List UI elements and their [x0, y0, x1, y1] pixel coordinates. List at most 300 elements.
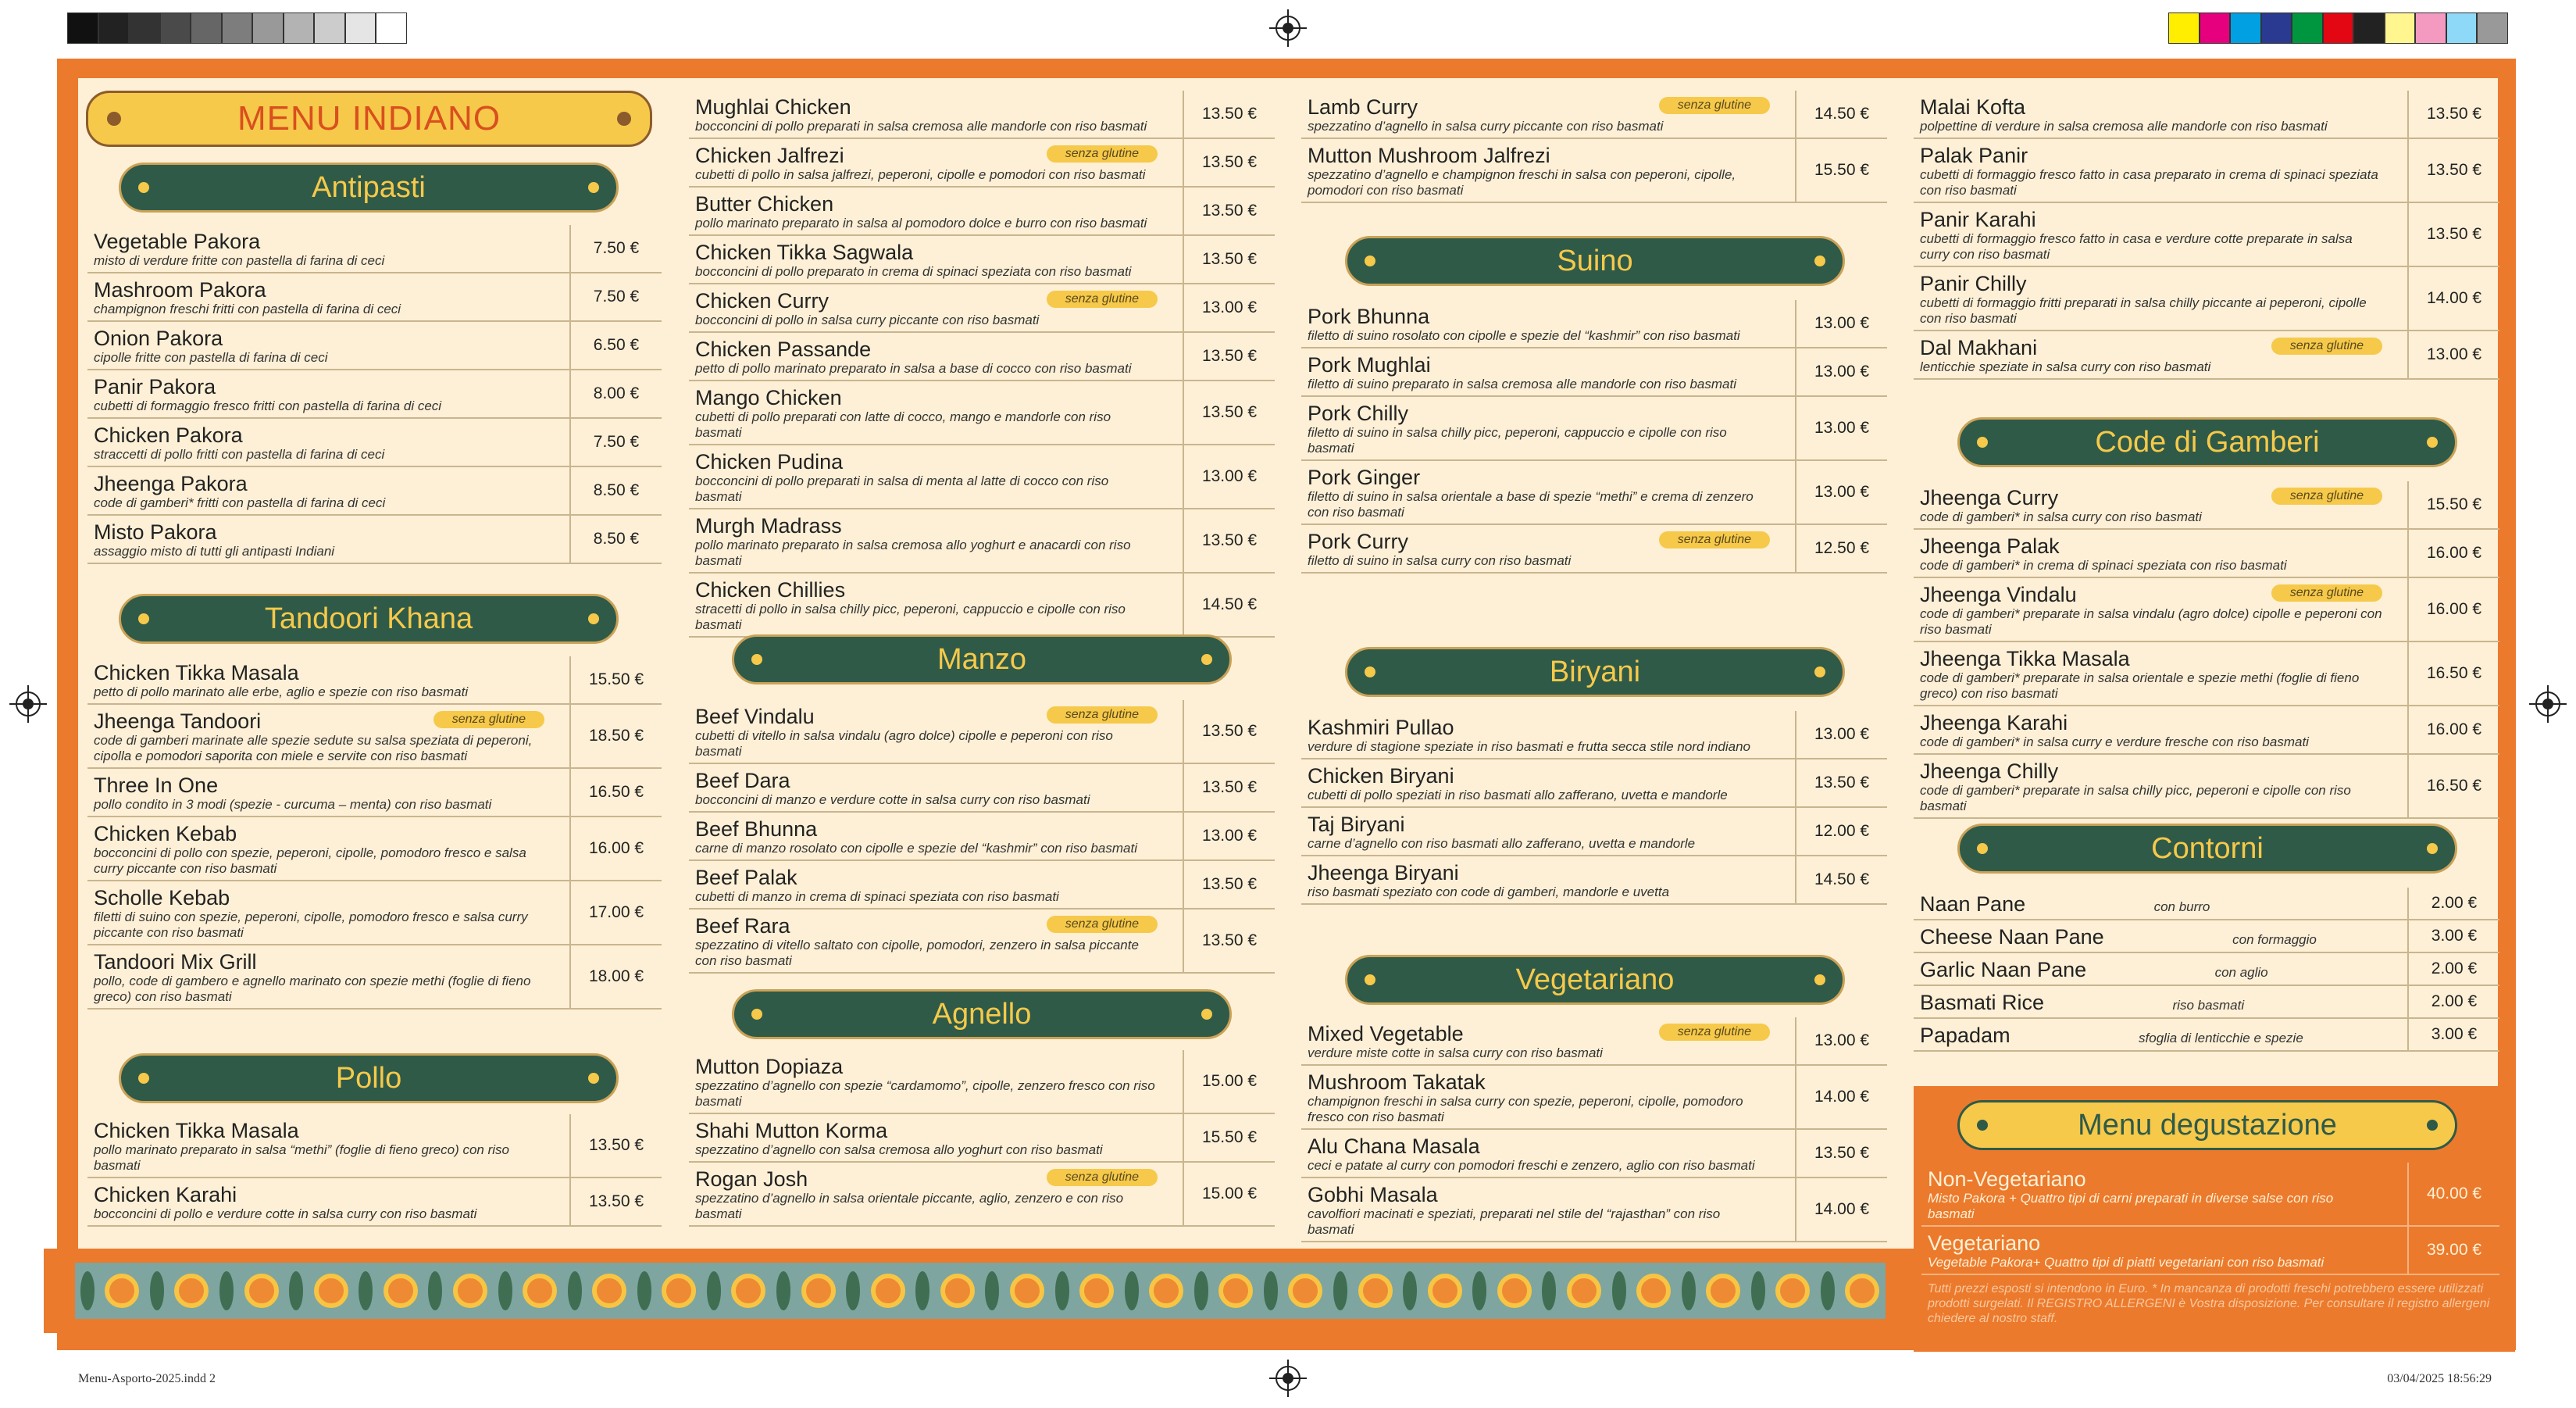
item-description: spezzatino d’agnello in salsa curry piccante con riso basmati	[1308, 119, 1664, 134]
leaf-icon	[1751, 1271, 1765, 1310]
item-price: 7.50 €	[569, 419, 662, 466]
flower-icon	[1845, 1274, 1879, 1308]
item-price: 13.50 €	[1183, 909, 1275, 972]
gluten-free-badge: senza glutine	[1659, 97, 1770, 114]
menu-item	[689, 445, 1275, 509]
section-manzo: Manzo	[732, 634, 1232, 684]
item-description: cubetti di formaggio fritti preparati in salsa chilly piccante ai peperoni, cipolle con riso basmati	[1920, 295, 2367, 326]
item-description: bocconcini di pollo preparati in salsa di menta al latte di cocco con riso basmati	[695, 474, 1109, 504]
item-name: Cheese Naan Pane	[1920, 925, 2104, 949]
item-description: bocconcini di pollo preparati in salsa cremosa alle mandorle con riso basmati	[695, 119, 1147, 134]
item-description: code di gamberi* in salsa curry con riso basmati	[1920, 509, 2202, 524]
item-price: 3.00 €	[2407, 920, 2499, 952]
item-price: 12.00 €	[1795, 808, 1887, 855]
menu-item	[1914, 755, 2499, 819]
item-price: 13.50 €	[569, 1178, 662, 1225]
item-description: con aglio	[2214, 965, 2268, 980]
registration-mark-bottom	[1276, 1366, 1300, 1391]
leaf-icon	[985, 1271, 999, 1310]
flower-icon	[1428, 1274, 1462, 1308]
item-price: 13.00 €	[1183, 445, 1275, 508]
print-date: 03/04/2025 18:56:29	[2387, 1372, 2492, 1385]
menu-item	[1921, 1227, 2499, 1275]
item-description: code di gamberi* preparate in salsa chilly picc, peperoni e cipolle con riso basmati	[1920, 783, 2351, 813]
item-name: Panir Chilly	[1920, 272, 2027, 295]
vegetariano-left-list	[1301, 1017, 1887, 1242]
item-price: 14.50 €	[1795, 91, 1887, 138]
menu-item	[1301, 461, 1887, 525]
leaf-icon	[428, 1271, 442, 1310]
item-price: 13.00 €	[1795, 461, 1887, 524]
item-name: Panir Pakora	[94, 375, 216, 398]
registration-mark-right	[2535, 691, 2560, 717]
menu-item	[1301, 397, 1887, 461]
item-description: con burro	[2153, 899, 2210, 914]
menu-item	[1301, 348, 1887, 397]
gluten-free-badge: senza glutine	[1047, 145, 1158, 163]
item-price: 12.50 €	[1795, 525, 1887, 572]
item-name: Vegetable Pakora	[94, 230, 261, 253]
leaf-icon	[1682, 1271, 1696, 1310]
item-name: Jheenga Biryani	[1308, 861, 1459, 884]
item-name: Mutton Dopiaza	[695, 1055, 844, 1078]
menu-item	[1301, 1017, 1887, 1066]
flower-icon	[1218, 1274, 1253, 1308]
item-price: 13.50 €	[1183, 333, 1275, 380]
item-price: 39.00 €	[2407, 1227, 2499, 1274]
item-price: 14.50 €	[1183, 574, 1275, 636]
item-name: Mango Chicken	[695, 386, 842, 409]
leaf-icon	[359, 1271, 373, 1310]
item-name: Taj Biryani	[1308, 813, 1405, 836]
item-description: Vegetable Pakora+ Quattro tipi di piatti vegetariani con riso basmati	[1928, 1255, 2324, 1270]
flower-icon	[244, 1274, 279, 1308]
flower-icon	[1010, 1274, 1044, 1308]
item-price: 13.50 €	[569, 1114, 662, 1177]
item-price: 13.50 €	[1183, 188, 1275, 234]
item-description: spezzatino di vitello saltato con cipolle, pomodori, zenzero in salsa piccante con riso basmati	[695, 938, 1139, 968]
item-description: carne di manzo rosolato con cipolle e spezie del “kashmir” con riso basmati	[695, 841, 1137, 856]
flower-icon	[1358, 1274, 1393, 1308]
item-name: Lamb Curry	[1308, 95, 1418, 119]
menu-item	[1914, 888, 2499, 920]
item-name: Jheenga Tikka Masala	[1920, 647, 2130, 670]
menu-item	[689, 861, 1275, 909]
leaf-icon	[915, 1271, 929, 1310]
section-pollo: Pollo	[119, 1053, 619, 1103]
biryani-list	[1301, 711, 1887, 905]
leaf-icon	[150, 1271, 164, 1310]
flower-icon	[174, 1274, 209, 1308]
item-price: 13.50 €	[1795, 759, 1887, 806]
menu-item	[1914, 203, 2499, 267]
item-description: petto di pollo marinato preparato in salsa a base di cocco con riso basmati	[695, 361, 1132, 376]
flower-icon	[1288, 1274, 1322, 1308]
item-price: 16.00 €	[2407, 578, 2499, 641]
item-name: Tandoori Mix Grill	[94, 950, 257, 974]
leaf-icon	[1333, 1271, 1347, 1310]
manzo-list	[689, 700, 1275, 974]
menu-item	[689, 1114, 1275, 1163]
flower-icon	[1567, 1274, 1601, 1308]
grayscale-swatches	[67, 13, 407, 44]
item-name: Mixed Vegetable	[1308, 1022, 1464, 1045]
menu-item	[689, 509, 1275, 574]
section-biryani: Biryani	[1345, 647, 1845, 697]
item-price: 13.00 €	[1795, 300, 1887, 347]
tandoori-list	[87, 656, 662, 1010]
leaf-icon	[846, 1271, 860, 1310]
floral-band	[44, 1249, 1917, 1333]
item-description: filetto di suino preparato in salsa cremosa alle mandorle con riso basmati	[1308, 377, 1736, 391]
leaf-icon	[1264, 1271, 1278, 1310]
menu-item	[1914, 267, 2499, 331]
item-name: Pork Mughlai	[1308, 353, 1431, 377]
menu-item	[1914, 920, 2499, 953]
item-description: sfoglia di lenticchie e spezie	[2139, 1031, 2303, 1045]
gluten-free-badge: senza glutine	[1047, 706, 1158, 724]
menu-item	[1914, 642, 2499, 706]
section-contorni: Contorni	[1957, 824, 2457, 874]
section-agnello: Agnello	[732, 989, 1232, 1039]
item-price: 14.00 €	[2407, 267, 2499, 330]
item-description: bocconcini di pollo con spezie, peperoni, cipolle, pomodoro fresco e salsa curry piccante con riso basmati	[94, 845, 526, 876]
item-description: stracetti di pollo in salsa chilly picc, peperoni, cappuccio e cipolle con riso basmati	[695, 602, 1126, 632]
item-description: cubetti di pollo in salsa jalfrezi, peperoni, cipolle e pomodori con riso basmati	[695, 167, 1146, 182]
item-price: 13.50 €	[1183, 91, 1275, 138]
item-description: code di gamberi* in crema di spinaci speziata con riso basmati	[1920, 558, 2287, 573]
leaf-icon	[289, 1271, 303, 1310]
item-price: 13.00 €	[1795, 397, 1887, 459]
file-slug: Menu-Asporto-2025.indd 2	[78, 1372, 216, 1385]
item-description: spezzatino d’agnello con salsa cremosa allo yoghurt con riso basmati	[695, 1142, 1103, 1157]
pollo-right-list	[689, 91, 1275, 638]
item-price: 18.00 €	[569, 945, 662, 1008]
gluten-free-badge: senza glutine	[1659, 1024, 1770, 1041]
leaf-icon	[776, 1271, 790, 1310]
item-name: Chicken Tikka Masala	[94, 1119, 299, 1142]
item-name: Panir Karahi	[1920, 208, 2036, 231]
item-description: Misto Pakora + Quattro tipi di carni preparati in diverse salse con riso basmati	[1928, 1191, 2334, 1221]
item-description: verdure di stagione speziate in riso basmati e frutta secca stile nord indiano	[1308, 739, 1750, 754]
item-name: Chicken Chillies	[695, 578, 846, 602]
item-description: bocconcini di pollo preparato in crema di spinaci speziata con riso basmati	[695, 264, 1132, 279]
item-name: Jheenga Chilly	[1920, 759, 2059, 783]
item-description: cubetti di formaggio fresco fritti con pastella di farina di ceci	[94, 398, 442, 413]
item-description: cubetti di vitello in salsa vindalu (agro dolce) cipolle e peperoni con riso basmati	[695, 728, 1113, 759]
gluten-free-badge: senza glutine	[2271, 488, 2382, 505]
menu-item	[689, 91, 1275, 139]
item-price: 15.50 €	[2407, 481, 2499, 528]
menu-item	[1914, 578, 2499, 642]
menu-item	[87, 1178, 662, 1227]
menu-item	[689, 574, 1275, 638]
item-price: 8.50 €	[569, 516, 662, 563]
item-price: 2.00 €	[2407, 888, 2499, 919]
item-price: 13.50 €	[1183, 700, 1275, 763]
menu-item	[87, 945, 662, 1010]
item-name: Pork Chilly	[1308, 402, 1409, 425]
menu-item	[1914, 481, 2499, 530]
menu-item	[87, 370, 662, 419]
menu-item	[1921, 1163, 2499, 1227]
flower-icon	[1149, 1274, 1183, 1308]
item-name: Non-Vegetariano	[1928, 1167, 2086, 1191]
item-name: Beef Palak	[695, 866, 797, 889]
item-name: Pork Curry	[1308, 530, 1409, 553]
item-price: 13.50 €	[2407, 139, 2499, 202]
leaf-icon	[1821, 1271, 1835, 1310]
flower-icon	[1706, 1274, 1740, 1308]
menu-item	[1914, 530, 2499, 578]
menu-item	[689, 139, 1275, 188]
menu-item	[689, 764, 1275, 813]
item-price: 15.50 €	[1183, 1114, 1275, 1161]
color-swatches	[2168, 13, 2508, 44]
item-description: pollo marinato preparato in salsa cremosa allo yoghurt e anacardi con riso basmati	[695, 538, 1131, 568]
item-name: Scholle Kebab	[94, 886, 230, 909]
menu-item	[87, 516, 662, 564]
item-name: Jheenga Curry	[1920, 486, 2059, 509]
item-name: Butter Chicken	[695, 192, 834, 216]
gluten-free-badge: senza glutine	[2271, 584, 2382, 602]
flower-icon	[523, 1274, 557, 1308]
item-price: 16.00 €	[2407, 530, 2499, 577]
item-description: bocconcini di manzo e verdure cotte in salsa curry con riso basmati	[695, 792, 1090, 807]
leaf-icon	[80, 1271, 95, 1310]
item-name: Mughlai Chicken	[695, 95, 851, 119]
item-name: Beef Rara	[695, 914, 790, 938]
item-price: 13.00 €	[1183, 813, 1275, 859]
flower-icon	[662, 1274, 696, 1308]
menu-item	[1301, 1066, 1887, 1130]
item-description: spezzatino d’agnello e champignon freschi in salsa con peperoni, cipolle, pomodori con riso basmati	[1308, 167, 1736, 198]
item-name: Chicken Pudina	[695, 450, 844, 474]
item-price: 6.50 €	[569, 322, 662, 369]
item-description: cubetti di formaggio fresco fatto in casa preparato in crema di spinaci speziata con riso basmati	[1920, 167, 2378, 198]
item-name: Jheenga Vindalu	[1920, 583, 2077, 606]
item-price: 13.00 €	[1795, 1017, 1887, 1064]
item-price: 16.00 €	[569, 817, 662, 880]
antipasti-list	[87, 225, 662, 564]
flower-icon	[1079, 1274, 1114, 1308]
item-description: code di gamberi* fritti con pastella di farina di ceci	[94, 495, 386, 510]
item-description: misto di verdure fritte con pastella di farina di ceci	[94, 253, 385, 268]
item-price: 13.50 €	[1183, 381, 1275, 444]
item-price: 16.50 €	[569, 769, 662, 816]
item-description: petto di pollo marinato alle erbe, aglio e spezie con riso basmati	[94, 684, 469, 699]
section-suino: Suino	[1345, 236, 1845, 286]
gluten-free-badge: senza glutine	[1047, 1169, 1158, 1186]
leaf-icon	[568, 1271, 582, 1310]
item-description: filetto di suino in salsa curry con riso basmati	[1308, 553, 1572, 568]
flower-icon	[1497, 1274, 1532, 1308]
item-name: Chicken Kebab	[94, 822, 237, 845]
item-description: ceci e patate al curry con pomodori freschi e zenzero, aglio con riso basmati	[1308, 1158, 1755, 1173]
item-description: champignon freschi in salsa curry con spezie, peperoni, cipolle, pomodoro fresco con riso basmati	[1308, 1094, 1743, 1124]
item-description: champignon freschi fritti con pastella di farina di ceci	[94, 302, 401, 316]
item-price: 14.00 €	[1795, 1066, 1887, 1128]
menu-item	[87, 1114, 662, 1178]
item-name: Misto Pakora	[94, 520, 217, 544]
item-price: 40.00 €	[2407, 1163, 2499, 1225]
item-description: bocconcini di pollo in salsa curry piccante con riso basmati	[695, 313, 1040, 327]
item-description: cubetti di pollo preparati con latte di cocco, mango e mandorle con riso basmati	[695, 409, 1111, 440]
menu-item	[1914, 986, 2499, 1019]
item-name: Chicken Tikka Masala	[94, 661, 299, 684]
item-description: riso basmati	[2172, 998, 2245, 1013]
menu-item	[87, 769, 662, 817]
item-price: 13.50 €	[1183, 236, 1275, 283]
section-tandoori: Tandoori Khana	[119, 594, 619, 644]
item-name: Malai Kofta	[1920, 95, 2026, 119]
item-price: 3.00 €	[2407, 1019, 2499, 1050]
menu-item	[87, 225, 662, 273]
item-description: code di gamberi* preparate in salsa orientale e spezie methi (foglie di fieno greco) con riso basmati	[1920, 670, 2360, 701]
agnello-top-list	[1301, 91, 1887, 203]
menu-item	[689, 284, 1275, 333]
item-name: Mutton Mushroom Jalfrezi	[1308, 144, 1550, 167]
item-price: 15.00 €	[1183, 1050, 1275, 1113]
item-description: verdure miste cotte in salsa curry con riso basmati	[1308, 1045, 1603, 1060]
menu-title: MENU INDIANO	[86, 91, 652, 147]
item-name: Naan Pane	[1920, 892, 2026, 916]
item-name: Pork Bhunna	[1308, 305, 1430, 328]
item-price: 13.50 €	[1183, 861, 1275, 908]
menu-item	[1301, 91, 1887, 139]
menu-item	[87, 273, 662, 322]
item-description: pollo condito in 3 modi (spezie - curcuma – menta) con riso basmati	[94, 797, 492, 812]
menu-item	[1301, 856, 1887, 905]
menu-item	[1914, 953, 2499, 986]
leaf-icon	[1612, 1271, 1626, 1310]
item-description: cubetti di formaggio fresco fatto in casa e verdure cotte preparate in salsa curry con riso basmati	[1920, 231, 2353, 262]
leaf-icon	[1403, 1271, 1417, 1310]
suino-list	[1301, 300, 1887, 574]
menu-item	[689, 909, 1275, 974]
item-price: 13.00 €	[1183, 284, 1275, 331]
item-name: Pork Ginger	[1308, 466, 1421, 489]
degustazione-list	[1921, 1163, 2499, 1275]
item-price: 13.00 €	[2407, 331, 2499, 378]
item-name: Jheenga Pakora	[94, 472, 248, 495]
item-name: Chicken Tikka Sagwala	[695, 241, 914, 264]
item-price: 13.50 €	[1183, 139, 1275, 186]
item-price: 8.50 €	[569, 467, 662, 514]
gamberi-list	[1914, 481, 2499, 819]
item-name: Garlic Naan Pane	[1920, 958, 2087, 981]
menu-item	[1914, 91, 2499, 139]
item-price: 13.50 €	[1183, 509, 1275, 572]
item-price: 18.50 €	[569, 705, 662, 767]
leaf-icon	[219, 1271, 234, 1310]
gluten-free-badge: senza glutine	[433, 711, 544, 728]
item-name: Vegetariano	[1928, 1231, 2041, 1255]
item-name: Jheenga Palak	[1920, 534, 2060, 558]
item-description: riso basmati speziato con code di gamberi, mandorle e uvetta	[1308, 884, 1670, 899]
flower-icon	[105, 1274, 139, 1308]
item-name: Alu Chana Masala	[1308, 1135, 1480, 1158]
item-name: Beef Dara	[695, 769, 790, 792]
leaf-icon	[1472, 1271, 1486, 1310]
item-description: cubetti di manzo in crema di spinaci speziata con riso basmati	[695, 889, 1059, 904]
item-name: Chicken Pakora	[94, 423, 243, 447]
item-name: Chicken Biryani	[1308, 764, 1454, 788]
gluten-free-badge: senza glutine	[1659, 531, 1770, 549]
flower-icon	[871, 1274, 905, 1308]
menu-item	[689, 381, 1275, 445]
flower-icon	[1636, 1274, 1671, 1308]
section-vegetariano: Vegetariano	[1345, 955, 1845, 1005]
leaf-icon	[1125, 1271, 1139, 1310]
menu-item	[1301, 525, 1887, 574]
item-description: code di gamberi marinate alle spezie sedute su salsa speziata di peperoni, cipolla e pomodori saporita con miele e servite con riso basmati	[94, 733, 533, 763]
vegetariano-right-list	[1914, 91, 2499, 380]
item-price: 15.50 €	[569, 656, 662, 703]
flower-icon	[940, 1274, 975, 1308]
item-price: 15.00 €	[1183, 1163, 1275, 1225]
item-description: code di gamberi* preparate in salsa vindalu (agro dolce) cipolle e peperoni con riso basmati	[1920, 606, 2382, 637]
menu-item	[689, 700, 1275, 764]
section-gamberi: Code di Gamberi	[1957, 417, 2457, 467]
item-name: Palak Panir	[1920, 144, 2028, 167]
menu-item	[1914, 331, 2499, 380]
section-degustazione: Menu degustazione	[1957, 1100, 2457, 1150]
item-price: 13.50 €	[2407, 203, 2499, 266]
menu-item	[1914, 1019, 2499, 1052]
item-name: Mushroom Takatak	[1308, 1070, 1486, 1094]
item-description: pollo, code di gambero e agnello marinato con spezie methi (foglie di fieno greco) con riso basmati	[94, 974, 531, 1004]
menu-item	[1301, 808, 1887, 856]
item-price: 13.50 €	[2407, 91, 2499, 138]
item-description: filetto di suino rosolato con cipolle e spezie del “kashmir” con riso basmati	[1308, 328, 1740, 343]
item-description: con formaggio	[2232, 932, 2317, 947]
item-name: Beef Bhunna	[695, 817, 818, 841]
item-name: Shahi Mutton Korma	[695, 1119, 888, 1142]
gluten-free-badge: senza glutine	[1047, 291, 1158, 308]
item-description: spezzatino d’agnello in salsa orientale piccante, aglio, zenzero e con riso basmati	[695, 1191, 1124, 1221]
item-name: Beef Vindalu	[695, 705, 815, 728]
menu-item	[87, 817, 662, 881]
leaf-icon	[707, 1271, 721, 1310]
menu-item	[689, 1050, 1275, 1114]
item-description: filetti di suino con spezie, peperoni, cipolle, pomodoro fresco e salsa curry piccante con riso basmati	[94, 909, 528, 940]
item-name: Dal Makhani	[1920, 336, 2038, 359]
menu-item	[1301, 300, 1887, 348]
item-price: 13.00 €	[1795, 348, 1887, 395]
item-name: Basmati Rice	[1920, 991, 2045, 1014]
menu-item	[689, 1163, 1275, 1227]
item-price: 16.50 €	[2407, 642, 2499, 705]
floral-pattern	[75, 1263, 1886, 1319]
item-name: Jheenga Tandoori	[94, 709, 262, 733]
item-name: Chicken Jalfrezi	[695, 144, 844, 167]
item-description: cubetti di pollo speziati in riso basmati allo zafferano, uvetta e mandorle	[1308, 788, 1728, 802]
menu-item	[1301, 1178, 1887, 1242]
item-price: 8.00 €	[569, 370, 662, 417]
agnello-list	[689, 1050, 1275, 1227]
section-antipasti: Antipasti	[119, 163, 619, 213]
flower-icon	[314, 1274, 348, 1308]
item-name: Murgh Madrass	[695, 514, 842, 538]
item-price: 7.50 €	[569, 273, 662, 320]
flower-icon	[592, 1274, 626, 1308]
item-price: 7.50 €	[569, 225, 662, 272]
menu-item	[87, 322, 662, 370]
item-name: Gobhi Masala	[1308, 1183, 1438, 1206]
menu-item	[1301, 759, 1887, 808]
leaf-icon	[1194, 1271, 1208, 1310]
